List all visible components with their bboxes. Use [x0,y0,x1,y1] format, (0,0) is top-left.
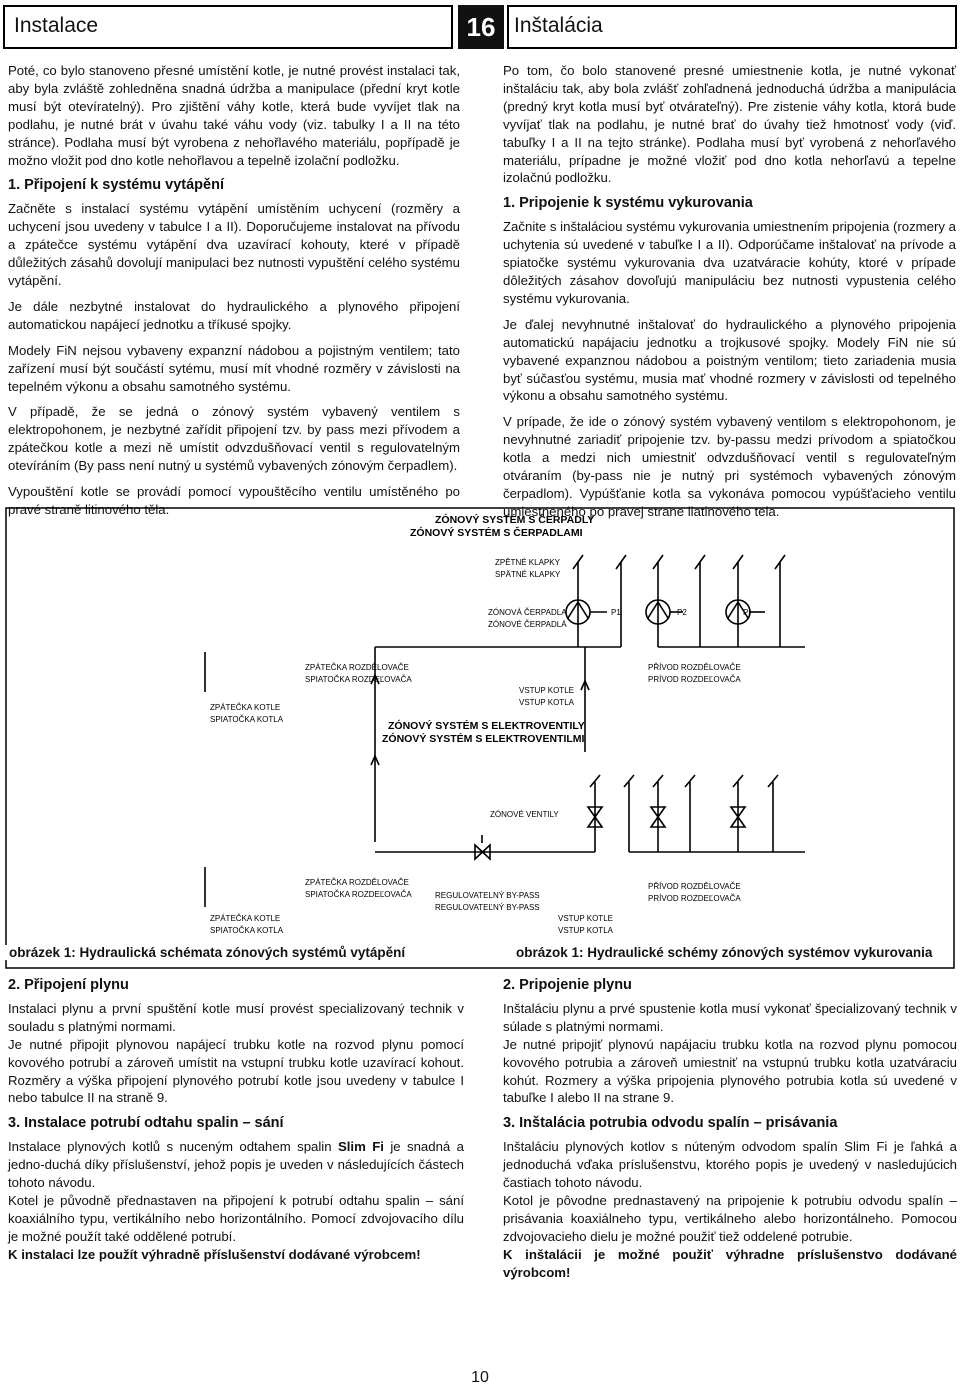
header-right-box [507,5,957,49]
page-number: 10 [471,1369,489,1386]
pump-pr-label: Pr [743,608,751,617]
paragraph: Instalaci plynu a první spuštění kotle musí provést specializovaný technik v souladu s platnými normami. [8,1000,464,1034]
paragraph: Po tom, čo bolo stanovené presné umiestnenie kotla, je nutné vykonať inštaláciu tak, aby bola zvlášť zohľadnená jednoduchá údržba a manipulácia (predný kryt kotla musí byť otvárateľný). Pre zistenie váhy kotla, ktorá bude vyvíjať tlak na podlahu, je nutné brať do úvahy tiež hmotnosť vody (viď. tabuľky I a II na tejto stránke). Podlaha musí byť vyrobená z nehorľavého materiálu, prípadne je možné vložiť pod dno kotla nehorľavú a tepelne izolačnú podložku. [503,63,956,186]
left-column-top [8,62,460,527]
boiler-inlet-label-cz: VSTUP KOTLE [519,686,574,695]
zone-pumps-label-cz: ZÓNOVÁ ČERPADLA [488,608,567,617]
text-run: Instalace plynových kotlů s nuceným odtahem spalin [8,1139,338,1155]
dist-return-label-cz: ZPÁTEČKA ROZDĚLOVAČE [305,663,409,672]
dist-supply-label-sk: PRÍVOD ROZDEĽOVAČA [648,675,741,684]
boiler-return-label-cz-2: ZPÁTEČKA KOTLE [210,914,281,923]
hydraulic-diagram [5,507,955,969]
paragraph: Kotel je původně přednastaven na připojení k potrubí odtahu spalin – sání koaxiálního typu, vertikálního nebo horizontálního. Pomocí zdvojovacího dílu je možné použít také oddělené potrubí. [8,1192,464,1244]
paragraph: Poté, co bylo stanoveno přesné umístění kotle, je nutné provést instalaci tak, aby byla zvláště zohledněna snadná údržba a manipulace (přední kryt kotle musí být otevíratelný). Pro zjištění váhy kotle, která bude vyvíjet tlak na podlahu, je nutné brát v úvahu také váhu vody (viz. tabulky I a II na této stránce). Podlaha musí být vyrobena z nehořlavého materiálu, popřípadě je možno vložit pod dno kotle nehořlavou a tepelně izolační podložku. [8,63,460,168]
right-column-bottom [503,977,957,1282]
header-right-title: Inštalácia [514,14,603,37]
dist-return-label-sk-2: SPIATOČKA ROZDEĽOVAČA [305,890,412,899]
section-heading: 3. Instalace potrubí odtahu spalin – sání [8,1115,284,1132]
section-heading: 1. Připojení k systému vytápění [8,177,224,194]
paragraph-bold: K inštalácii je možné použiť výhradne príslušenstvo dodávané výrobcom! [503,1246,957,1280]
section-heading: 1. Pripojenie k systému vykurovania [503,195,753,212]
right-column-top [503,62,956,529]
paragraph-bold: K instalaci lze použít výhradně příslušenství dodávané výrobcem! [8,1246,421,1262]
dist-return-label-sk: SPIATOČKA ROZDEĽOVAČA [305,675,412,684]
paragraph [8,1138,464,1192]
figure-caption-sk: obrázok 1: Hydraulické schémy zónových systémov vykurovania [512,945,936,960]
valve-system-title-cz: ZÓNOVÝ SYSTÉM S ELEKTROVENTILY [388,720,585,732]
section-heading: 3. Inštalácia potrubia odvodu spalín – prisávania [503,1115,838,1132]
dist-supply-label-cz: PŘÍVOD ROZDĚLOVAČE [648,663,741,672]
paragraph: Je nutné pripojiť plynovú napájaciu trubku kotla na rozvod plynu pomocou kovového potrubia a zároveň umiestniť na vstupnú trubku kotla uzatváraciu kohút. Rozmery a výška pripojenia plynového potrubia kotla sú uvedené v tabuľke I alebo II na strane 9. [503,1036,957,1106]
section-heading: 2. Pripojenie plynu [503,977,632,993]
section-number-badge: 16 [458,5,504,49]
paragraph: Vypouštění kotle se provádí pomocí vypouštěcího ventilu umístěného po pravé straně litinového těla. [8,484,460,517]
pump-system-title-sk: ZÓNOVÝ SYSTÉM S ČERPADLAMI [410,527,583,539]
paragraph: Inštaláciu plynu a prvé spustenie kotla musí vykonať špecializovaný technik v súlade s platnými normami. [503,1000,957,1034]
left-column-bottom [8,977,464,1264]
paragraph: V prípade, že ide o zónový systém vybavený ventilom s elektropohonom, je nevyhnutné zariadiť pripojenie tzv. by-passu medzi prívodom a spiatočkou kotla a medzi nich umiestniť odvzdušňovací ventil s regulovateľným otváraním (by-pass nie je nutný pri systémoch vybavených zónovým čerpadlom). Vypúšťanie kotla sa vykonáva pomocou vypúšťacieho ventilu umiestneného po pravej strane liatinového tela. [503,414,956,519]
header-left-box [3,5,453,49]
zone-pumps-label-sk: ZÓNOVÉ ČERPADLÁ [488,620,567,629]
bypass-label-cz: REGULOVATELNÝ BY-PASS [435,891,540,900]
paragraph: Začnite s inštaláciou systému vykurovania umiestnením pripojenia (rozmery a uchytenia sú uvedené v tabuľke I a II). Odporúčame inštalovať na prívode a spiatočke systému vykurovania dva uzatváracie kohúty, ktoré v prípade dôležitých zásahov dovoľujú manipuláciu bez nutnosti vypustenia celého systému vykurovania. [503,219,956,306]
paragraph: V případě, že se jedná o zónový systém vybavený ventilem s elektropohonem, je nezbytné zařídit připojení tzv. by pass mezi přívodem a zpátečkou kotle a mezi ně umístit odvzdušňovací ventil s regulovatelným otevíráním (By pass není nutný u systémů vybavených zónovým čerpadlem). [8,404,460,474]
boiler-return-label-sk-2: SPIATOČKA KOTLA [210,926,284,935]
text-run: je snadná a jedno-duchá díky příslušenství, jehož popis je uveden v následujících částech tohoto návodu. [8,1139,465,1191]
section-heading: 2. Připojení plynu [8,977,129,993]
valve-system-title-sk: ZÓNOVÝ SYSTÉM S ELEKTROVENTILMI [382,733,585,745]
check-valves-label-cz: ZPĚTNÉ KLAPKY [495,558,560,567]
pump-p1-label: P1 [611,608,621,617]
pump-p2-label: P2 [677,608,687,617]
boiler-inlet-label-sk-2: VSTUP KOTLA [558,926,613,935]
header-left-title: Instalace [14,14,99,37]
paragraph: Kotol je pôvodne prednastavený na pripojenie k potrubiu odvodu spalín – prisávania koaxiálneho typu, vertikálneho alebo horizontálneho. Pomocou zdvojovacieho dielu je možné použiť tiež oddelené potrubie. [503,1192,957,1244]
paragraph: Je nutné připojit plynovou napájecí trubku kotle na rozvod plynu pomocí kovového potrubí a zároveň umístit na vstupní trubku kotle uzavírací kohout. Rozměry a výška připojení plynového potrubí kotle jsou uvedeny v tabulce I nebo tabulce II na straně 9. [8,1036,464,1106]
boiler-return-label-cz: ZPÁTEČKA KOTLE [210,703,281,712]
check-valves-label-sk: SPÄTNÉ KLAPKY [495,570,561,579]
dist-supply-label-cz-2: PŘÍVOD ROZDĚLOVAČE [648,882,741,891]
dist-return-label-cz-2: ZPÁTEČKA ROZDĚLOVAČE [305,878,409,887]
bypass-label-sk: REGULOVATEĽNÝ BY-PASS [435,903,540,912]
dist-supply-label-sk-2: PRÍVOD ROZDEĽOVAČA [648,894,741,903]
pump-system-title-cz: ZÓNOVÝ SYSTÉM S ČERPADLY [435,514,595,526]
paragraph: Inštaláciu plynových kotlov s núteným odvodom spalín Slim Fi je ľahká a jednoduchá vďaka príslušenstvu, ktorého popis je uvedený v nasledujúcich častiach tohoto návodu. [503,1139,957,1191]
figure-caption-cz: obrázek 1: Hydraulická schémata zónových systémů vytápění [5,945,409,960]
paragraph: Je ďalej nevyhnutné inštalovať do hydraulického a plynového pripojenia automatickú napájaciu jednotku a trojkusové spojky. Modely FiN nie sú vybavené expanznou nádobou a poistným ventilom; tieto zariadenia musia byť súčasťou systému, musia mať vhodné rozmery v závislosti od tepelného výkonu a obsahu samotného systému. [503,316,956,404]
boiler-return-label-sk: SPIATOČKA KOTLA [210,715,284,724]
zone-valves-label: ZÓNOVÉ VENTILY [490,810,559,819]
paragraph: Začněte s instalací systému vytápění umístěním uchycení (rozměry a uchycení jsou uvedeny v tabulce I a II). Doporučujeme instalovat na přívodu a zpátečce systému vytápění dva uzavírací kohouty, které v případě důležitých zásahů dovolují manipulaci bez nutnosti vypuštění celého systému vytápění. [8,201,460,288]
paragraph: Je dále nezbytné instalovat do hydraulického a plynového připojení automatickou napájecí jednotku a tříkusé spojky. [8,298,460,332]
paragraph: Modely FiN nejsou vybaveny expanzní nádobou a pojistným ventilem; tato zařízení musí být součástí sytému, musí mít vhodné rozměry v závislosti na tepelném výkonu a obsahu samotného systému. [8,342,460,394]
boiler-inlet-label-sk: VSTUP KOTLA [519,698,574,707]
boiler-inlet-label-cz-2: VSTUP KOTLE [558,914,613,923]
product-name: Slim Fi [337,1139,384,1155]
